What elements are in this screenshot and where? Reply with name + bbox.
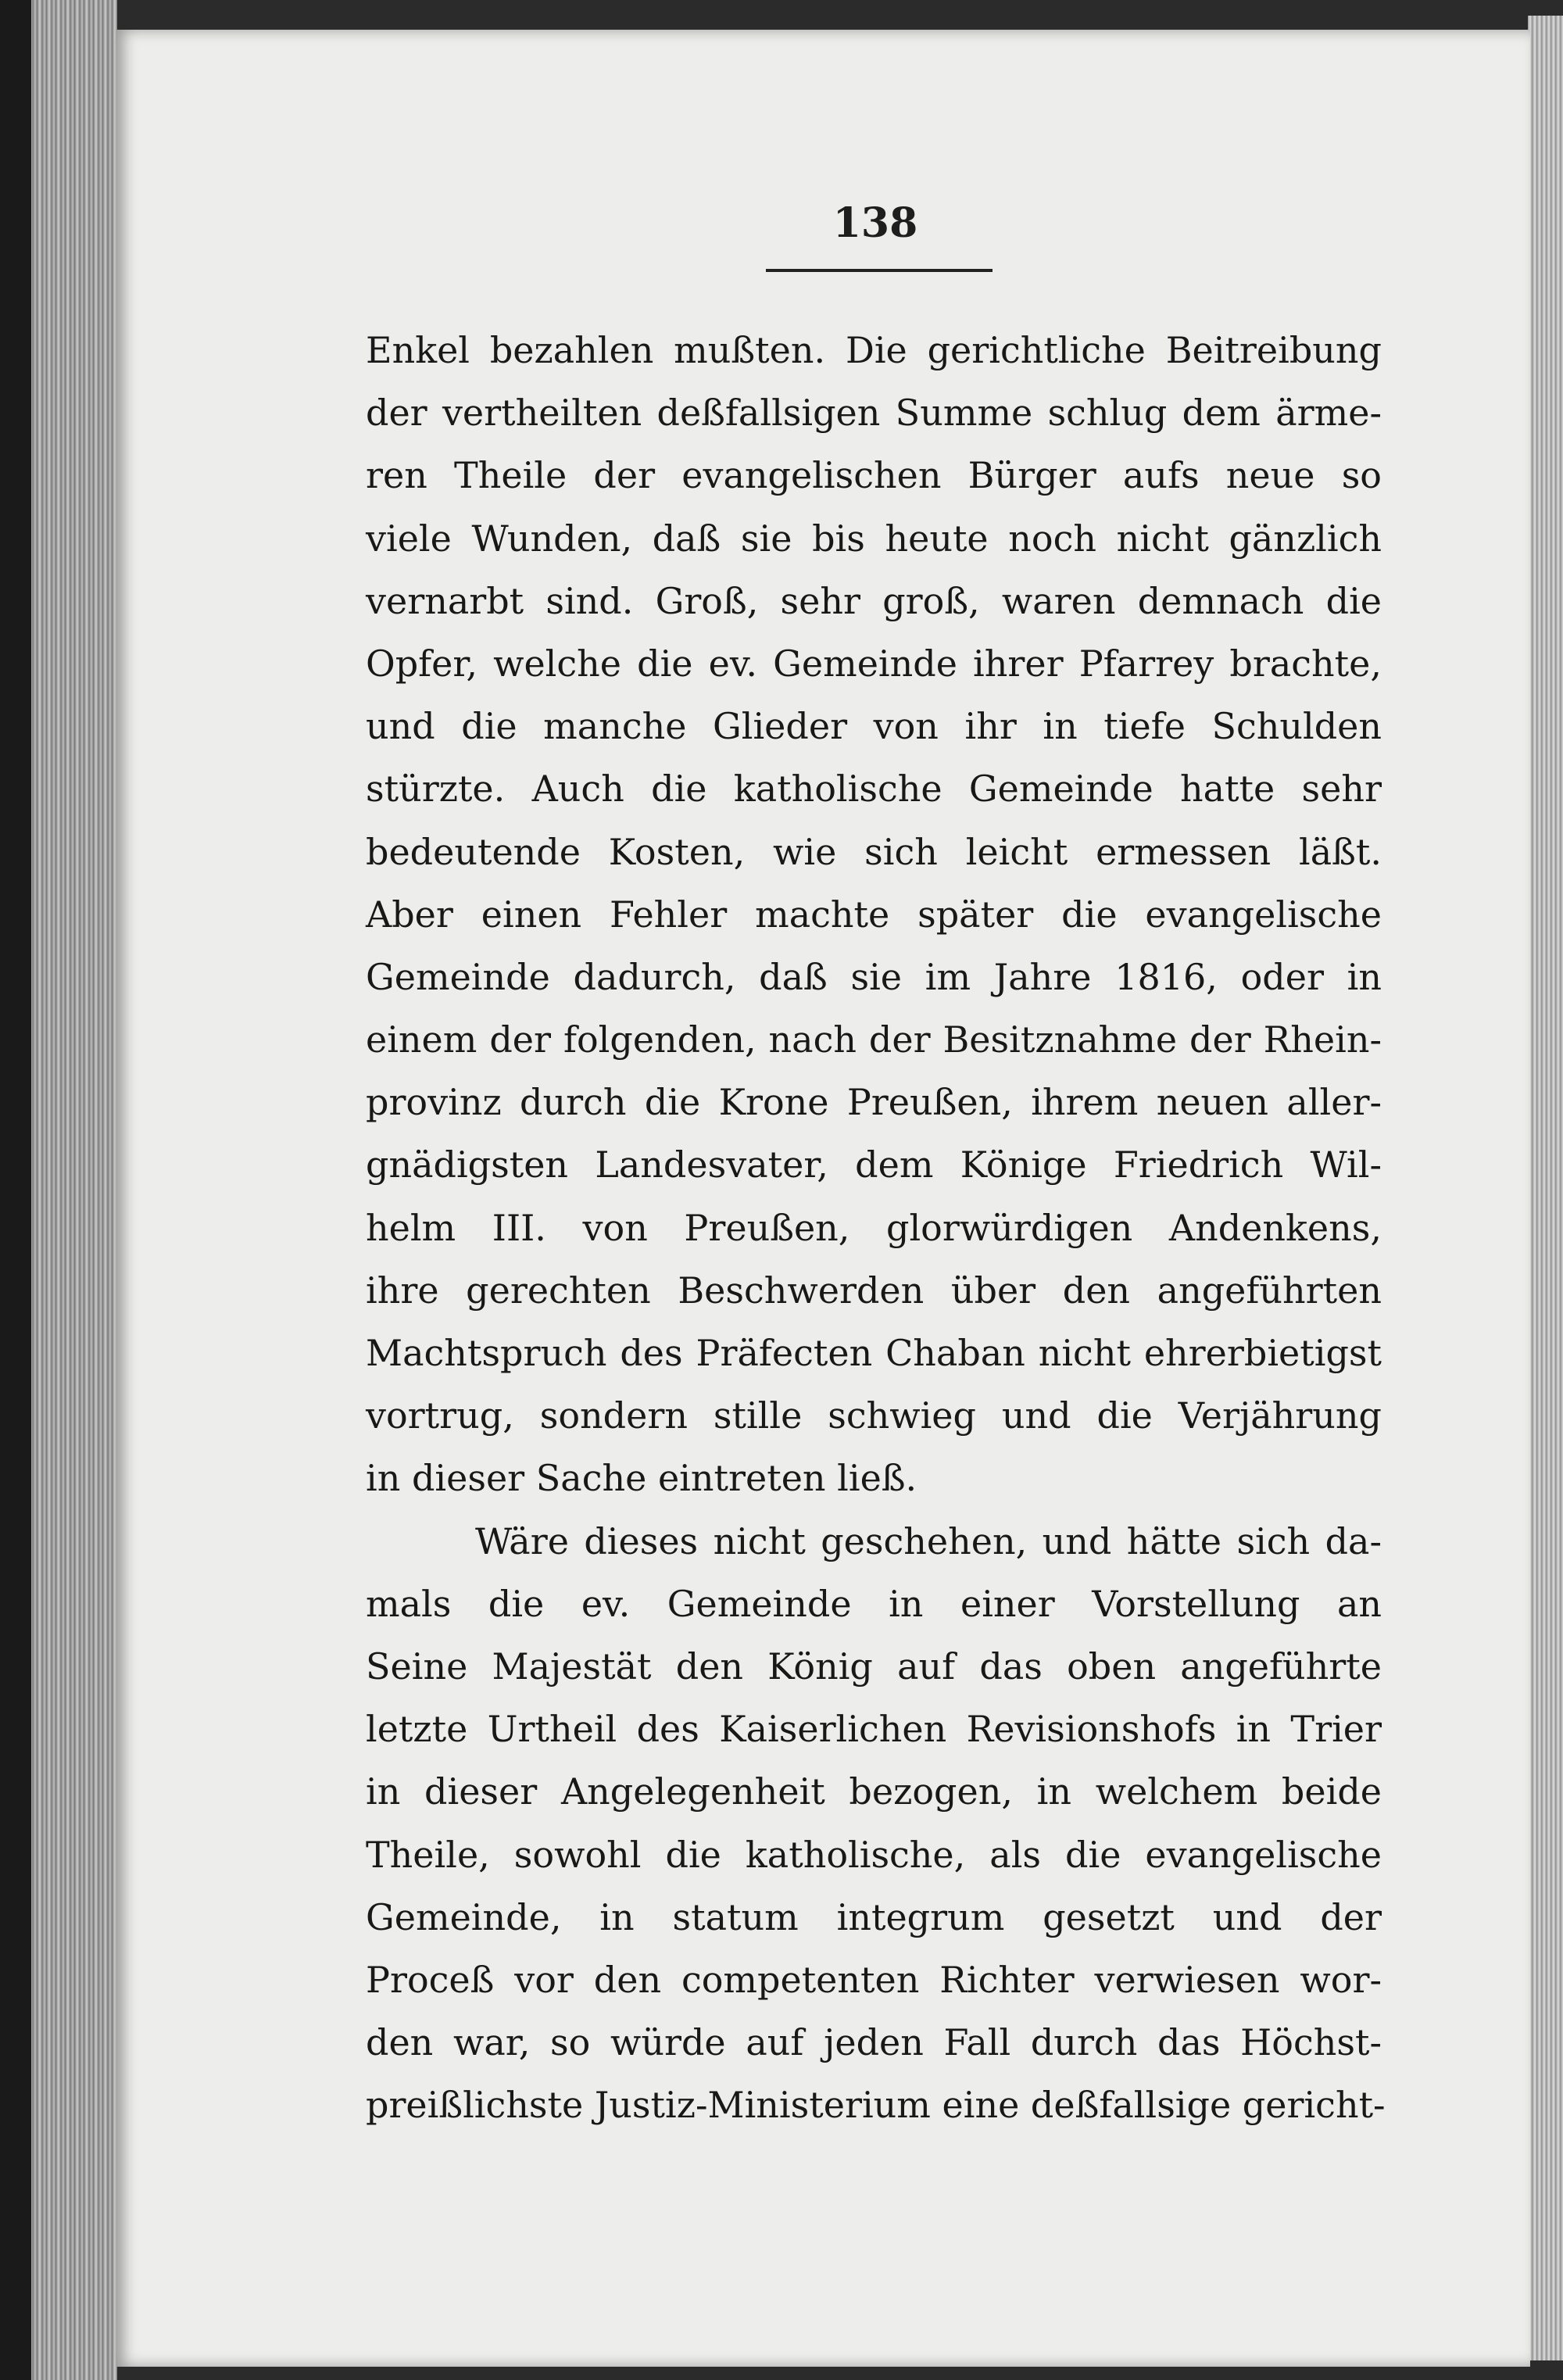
text-line: preißlichste Justiz-Ministerium eine deßfallsige gericht- [366, 2084, 1386, 2127]
text-line: ren Theile der evangelischen Bürger aufs neue so [366, 454, 1382, 497]
text-line: Gemeinde, in statum integrum gesetzt und der [366, 1895, 1382, 1938]
page-number: 138 [832, 199, 918, 247]
text-line: Proceß vor den competenten Richter verwiesen wor- [366, 1958, 1382, 2001]
text-line: vortrug, sondern stille schwieg und die Verjährung [366, 1394, 1382, 1437]
body-text [366, 319, 1386, 2136]
text-line: Enkel bezahlen mußten. Die gerichtliche Beitreibung [366, 329, 1382, 371]
text-line: Opfer, welche die ev. Gemeinde ihrer Pfarrey brachte, [366, 642, 1382, 685]
text-line: letzte Urtheil des Kaiserlichen Revisionshofs in Trier [366, 1708, 1382, 1751]
text-line: einem der folgenden, nach der Besitznahme der Rhein- [366, 1018, 1382, 1061]
text-line: Gemeinde dadurch, daß sie im Jahre 1816, oder in [366, 955, 1382, 998]
text-line: mals die ev. Gemeinde in einer Vorstellung an [366, 1582, 1382, 1625]
text-line: Theile, sowohl die katholische, als die evangelische [366, 1833, 1382, 1876]
header-rule [766, 269, 993, 272]
text-line: Seine Majestät den König auf das oben angeführte [366, 1645, 1382, 1687]
text-line: der vertheilten deßfallsigen Summe schlug dem ärme- [366, 392, 1382, 435]
text-line: in dieser Sache eintreten ließ. [366, 1457, 917, 1500]
text-line: den war, so würde auf jeden Fall durch das Höchst- [366, 2021, 1382, 2064]
text-line: stürzte. Auch die katholische Gemeinde hatte sehr [366, 768, 1382, 811]
text-line: vernarbt sind. Groß, sehr groß, waren demnach die [366, 579, 1382, 622]
text-line: ihre gerechten Beschwerden über den angeführten [366, 1269, 1382, 1312]
text-line: Machtspruch des Präfecten Chaban nicht ehrerbietigst [366, 1332, 1382, 1374]
text-line: gnädigsten Landesvater, dem Könige Friedrich Wil- [366, 1143, 1382, 1186]
text-line: bedeutende Kosten, wie sich leicht ermessen läßt. [366, 830, 1382, 873]
scan-background-left [0, 0, 31, 2380]
text-line: Wäre dieses nicht geschehen, und hätte sich da- [475, 1519, 1382, 1562]
text-line: viele Wunden, daß sie bis heute noch nicht gänzlich [366, 517, 1382, 560]
text-line: Aber einen Fehler machte später die evangelische [366, 893, 1382, 936]
text-line: in dieser Angelegenheit bezogen, in welchem beide [366, 1770, 1382, 1813]
book-page-edges-right [1528, 16, 1563, 2360]
text-line: helm III. von Preußen, glorwürdigen Andenkens, [366, 1206, 1382, 1249]
text-line: provinz durch die Krone Preußen, ihrem neuen aller- [366, 1081, 1382, 1124]
text-line: und die manche Glieder von ihr in tiefe Schulden [366, 705, 1382, 748]
